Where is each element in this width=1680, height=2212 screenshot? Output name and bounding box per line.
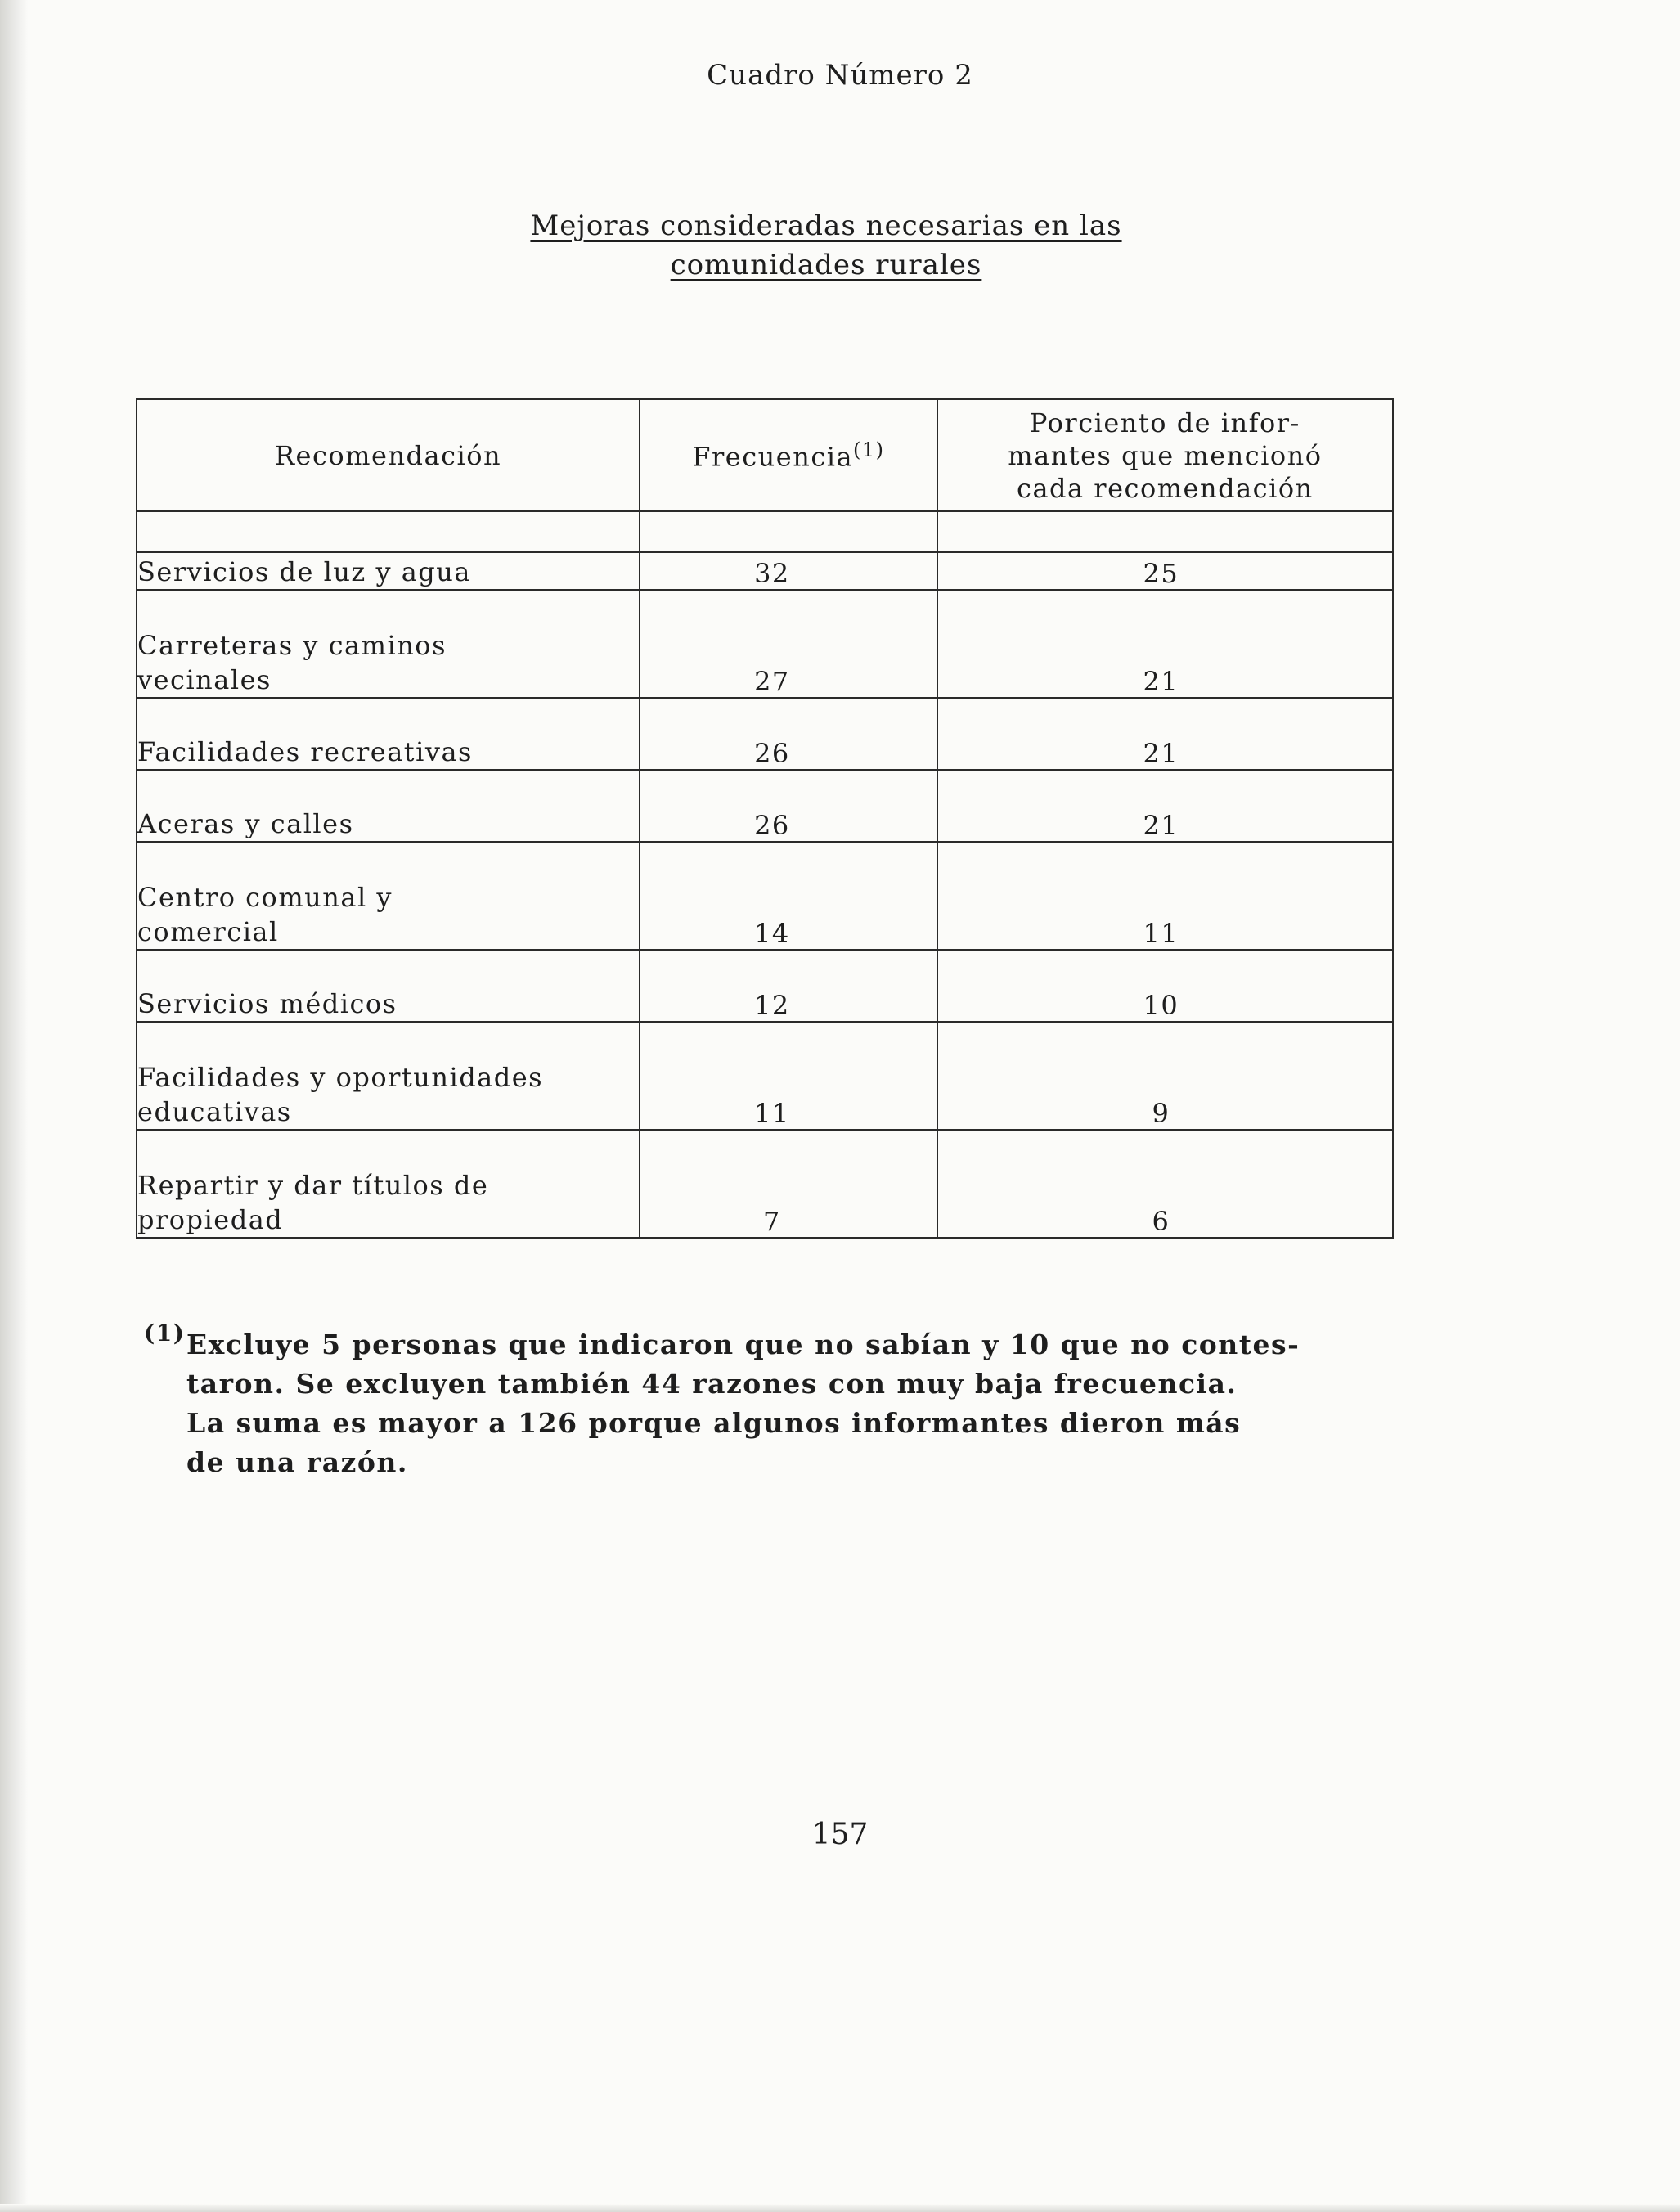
table-header-row xyxy=(137,399,1393,511)
recommendation-cell xyxy=(137,950,640,1022)
table-subtitle-line2: comunidades rurales xyxy=(670,249,982,281)
recommendations-table xyxy=(136,398,1394,1239)
footnote-line: de una razón. xyxy=(186,1446,408,1478)
recommendation-text: Servicios de luz y agua xyxy=(137,556,471,587)
frequency-cell: 32 xyxy=(640,552,937,590)
table-row xyxy=(137,842,1393,950)
percent-cell: 11 xyxy=(937,842,1393,950)
table-title: Cuadro Número 2 xyxy=(707,59,973,92)
recommendation-text-cont: vecinales xyxy=(137,664,272,695)
recommendation-text: Facilidades y oportunidades xyxy=(137,1062,544,1093)
footnote-mark: (1) xyxy=(144,1320,186,1347)
page-edge-shadow xyxy=(0,0,28,2212)
header-percent-line2: mantes que mencionó xyxy=(1008,439,1323,471)
table-row xyxy=(137,552,1393,590)
frequency-cell: 7 xyxy=(640,1130,937,1238)
table-row xyxy=(137,770,1393,842)
recommendation-cell xyxy=(137,590,640,698)
percent-cell: 6 xyxy=(937,1130,1393,1238)
footnote-line: La suma es mayor a 126 porque algunos informantes dieron más xyxy=(186,1407,1242,1439)
recommendation-text-cont: propiedad xyxy=(137,1204,284,1235)
table-subtitle-line1: Mejoras consideradas necesarias en las xyxy=(530,209,1122,242)
percent-cell: 25 xyxy=(937,552,1393,590)
recommendation-text: Facilidades recreativas xyxy=(137,736,473,767)
recommendation-text: Aceras y calles xyxy=(137,808,354,839)
header-percent xyxy=(937,399,1393,511)
header-frequency-footnote-mark: (1) xyxy=(853,438,885,461)
percent-cell: 9 xyxy=(937,1022,1393,1130)
recommendation-cell xyxy=(137,1022,640,1130)
frequency-cell: 27 xyxy=(640,590,937,698)
table-row xyxy=(137,950,1393,1022)
header-recommendation: Recomendación xyxy=(137,399,640,511)
header-percent-line1: Porciento de infor- xyxy=(1029,407,1300,438)
recommendation-cell xyxy=(137,1130,640,1238)
recommendation-cell xyxy=(137,552,640,590)
frequency-cell: 11 xyxy=(640,1022,937,1130)
frequency-cell: 12 xyxy=(640,950,937,1022)
recommendation-text: Servicios médicos xyxy=(137,988,398,1019)
page-number: 157 xyxy=(811,1818,869,1851)
recommendation-text: Centro comunal y xyxy=(137,882,393,913)
header-frequency-label: Frecuencia xyxy=(692,441,854,473)
frequency-cell: 14 xyxy=(640,842,937,950)
page-bottom-shadow xyxy=(0,2204,1680,2212)
footnote xyxy=(144,1320,1330,1482)
recommendation-text-cont: educativas xyxy=(137,1096,292,1127)
recommendation-text-cont: comercial xyxy=(137,916,279,947)
recommendation-cell xyxy=(137,770,640,842)
table-row xyxy=(137,590,1393,698)
percent-cell: 21 xyxy=(937,698,1393,770)
recommendation-cell xyxy=(137,842,640,950)
table-row xyxy=(137,1022,1393,1130)
footnote-body xyxy=(186,1325,1330,1482)
header-percent-line3: cada recomendación xyxy=(1017,472,1314,504)
frequency-cell: 26 xyxy=(640,698,937,770)
table-row xyxy=(137,698,1393,770)
percent-cell: 21 xyxy=(937,590,1393,698)
recommendation-text: Carreteras y caminos xyxy=(137,630,447,661)
frequency-cell: 26 xyxy=(640,770,937,842)
recommendation-text: Repartir y dar títulos de xyxy=(137,1170,489,1201)
recommendation-cell xyxy=(137,698,640,770)
table-spacer-row xyxy=(137,511,1393,552)
percent-cell: 10 xyxy=(937,950,1393,1022)
footnote-line: taron. Se excluyen también 44 razones con muy baja frecuencia. xyxy=(186,1368,1238,1400)
percent-cell: 21 xyxy=(937,770,1393,842)
table-row xyxy=(137,1130,1393,1238)
header-frequency xyxy=(640,399,937,511)
footnote-line: Excluye 5 personas que indicaron que no sabían y 10 que no contes- xyxy=(186,1329,1300,1360)
